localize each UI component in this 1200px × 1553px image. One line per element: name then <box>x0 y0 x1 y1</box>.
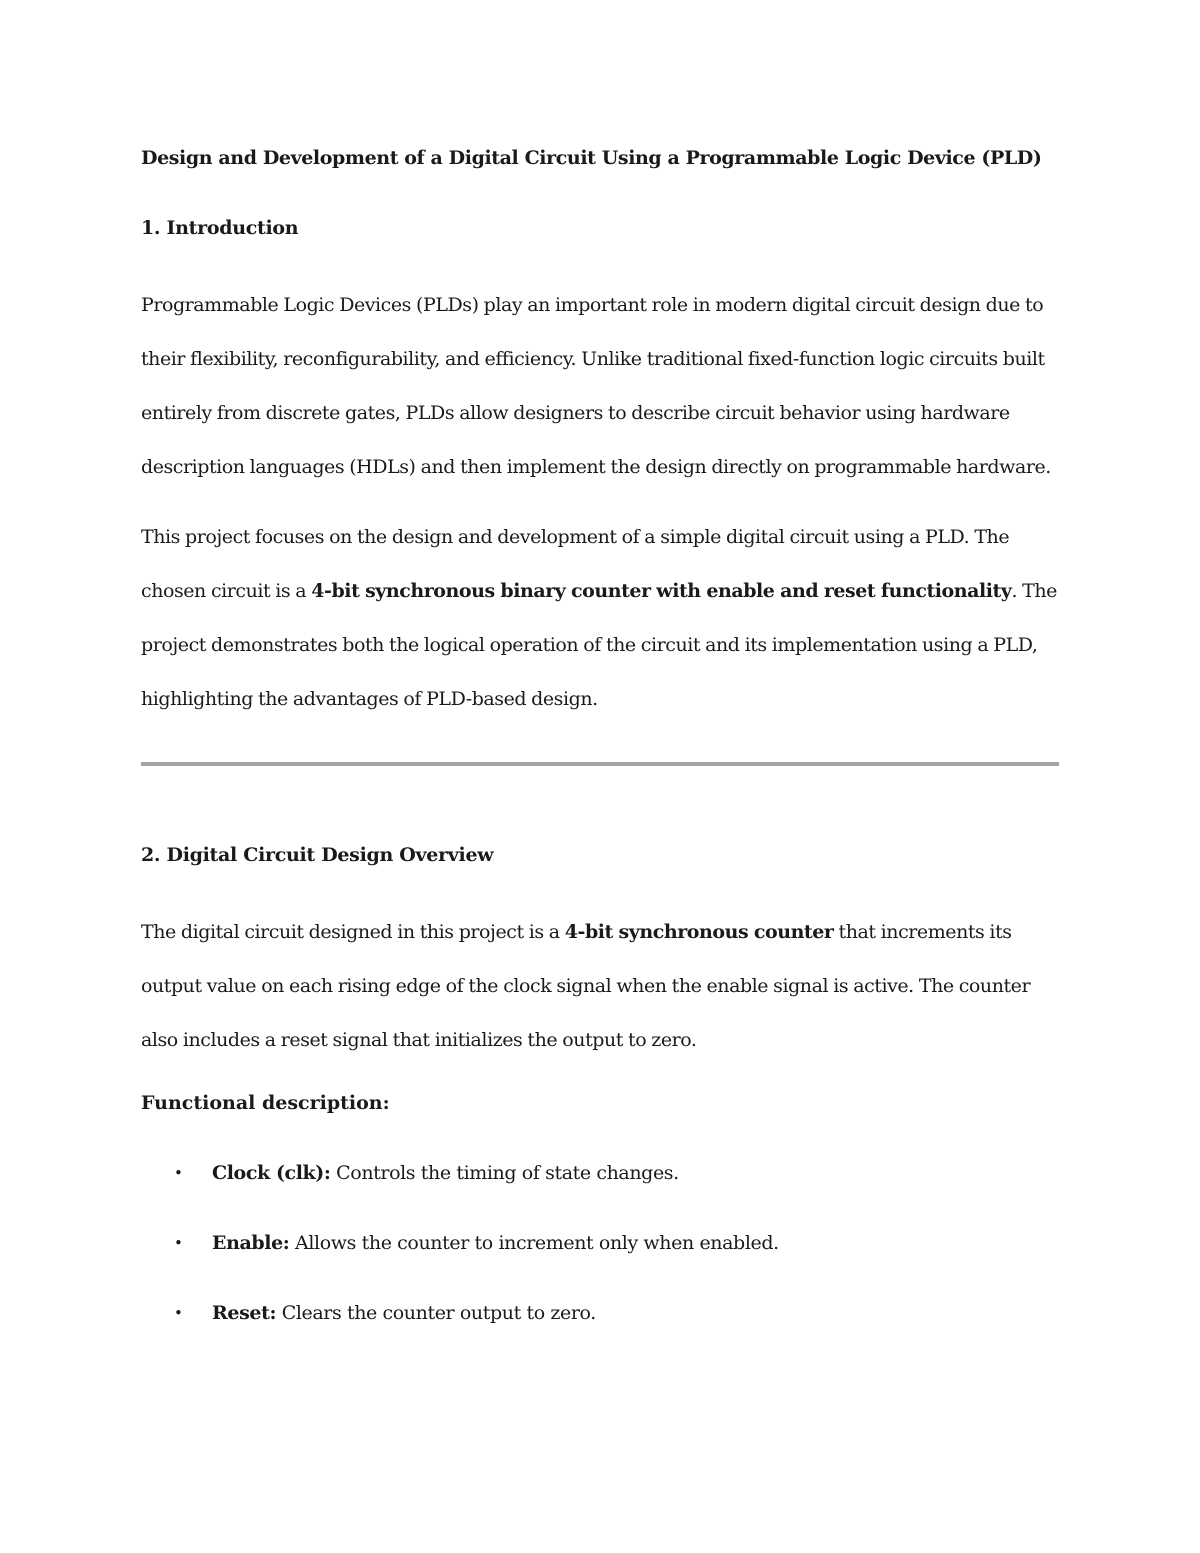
overview-paragraph <box>141 905 1061 1067</box>
section-heading-overview: 2. Digital Circuit Design Overview <box>141 844 494 866</box>
bullet-icon: • <box>174 1234 183 1252</box>
list-item-reset <box>141 1293 1061 1333</box>
document-body <box>141 138 1061 1363</box>
document-title: Design and Development of a Digital Circuit Using a Programmable Logic Device (PLD) <box>141 147 1042 169</box>
functional-list <box>141 1153 1061 1333</box>
list-item-clock <box>141 1153 1061 1193</box>
list-item-term: Clock (clk): <box>212 1162 331 1184</box>
functional-description-heading: Functional description: <box>141 1092 390 1114</box>
intro-paragraph-2-bold: 4-bit synchronous binary counter with enable and reset functionality <box>311 580 1012 602</box>
list-item-term: Reset: <box>212 1302 277 1324</box>
overview-paragraph-end: that increments its output value on each rising edge of the clock signal when the enable signal is active. The counter also includes a reset signal that initializes the output to zero. <box>141 921 1031 1051</box>
intro-paragraph-2 <box>141 510 1061 726</box>
list-item-term: Enable: <box>212 1232 290 1254</box>
overview-paragraph-bold: 4-bit synchronous counter <box>564 921 834 943</box>
bullet-icon: • <box>174 1164 183 1182</box>
overview-paragraph-start: The digital circuit designed in this project is a <box>141 921 565 943</box>
list-item-desc: Allows the counter to increment only when enabled. <box>289 1232 779 1254</box>
list-item-desc: Clears the counter output to zero. <box>276 1302 596 1324</box>
intro-paragraph-2-start: This project focuses on the design and development of a simple digital circuit using a PLD. The chosen circuit is a <box>141 526 1010 602</box>
list-item-desc: Controls the timing of state changes. <box>330 1162 679 1184</box>
list-item-enable <box>141 1223 1061 1263</box>
bullet-icon: • <box>174 1304 183 1322</box>
intro-paragraph-2-end: . The project demonstrates both the logical operation of the circuit and its implementation using a PLD, highlighting the advantages of PLD-based design. <box>141 580 1057 710</box>
intro-paragraph-1: Programmable Logic Devices (PLDs) play an important role in modern digital circuit design due to their flexibility, reconfigurability, and efficiency. Unlike traditional fixed-function logic circuits built entirely from discrete gates, PLDs allow designers to describe circuit behavior using hardware description languages (HDLs) and then implement the design directly on programmable hardware. <box>141 294 1051 478</box>
section-heading-introduction: 1. Introduction <box>141 217 299 239</box>
horizontal-divider <box>141 762 1059 766</box>
